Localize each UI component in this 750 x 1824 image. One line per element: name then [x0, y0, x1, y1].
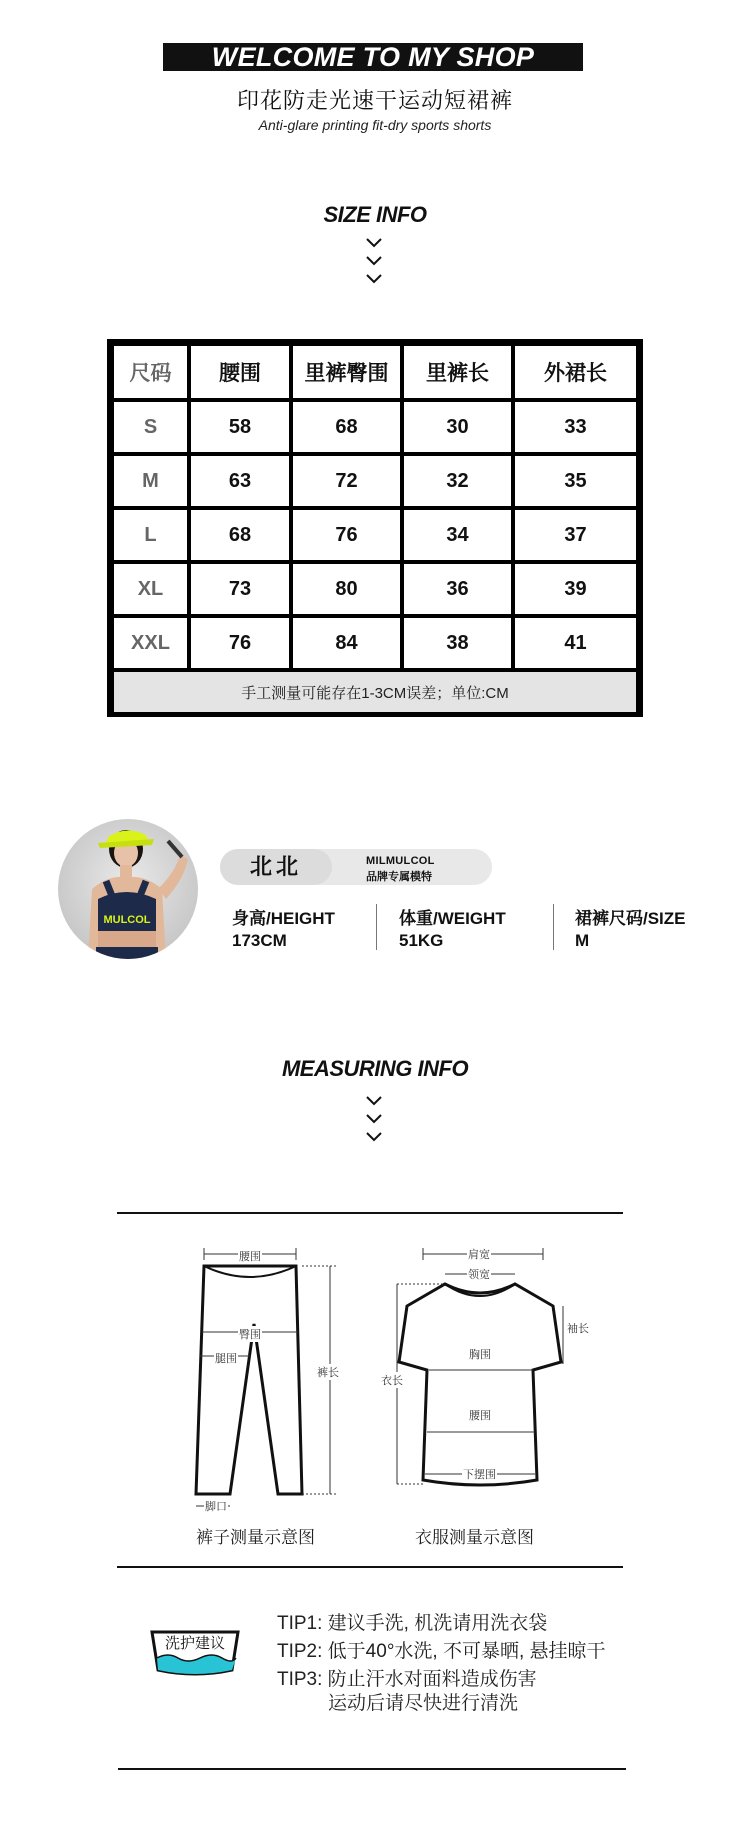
measurement-note: 手工测量可能存在1-3CM误差；单位:CM [114, 672, 636, 712]
table-cell: 41 [515, 618, 636, 672]
size-table-header [114, 346, 636, 402]
table-row [114, 402, 636, 456]
table-cell: 80 [293, 564, 404, 618]
tip-3: TIP3: 防止汗水对面料造成伤害 [277, 1669, 537, 1690]
pants-length-label: 裤长 [316, 1364, 340, 1380]
welcome-banner: WELCOME TO MY SHOP [163, 43, 583, 71]
table-row [114, 456, 636, 510]
size-cell: M [114, 456, 191, 510]
table-cell: 73 [191, 564, 293, 618]
shirt-collar-label: 领宽 [467, 1266, 491, 1282]
table-row [114, 564, 636, 618]
header-cell: 外裙长 [515, 346, 636, 402]
model-name: 北北 [220, 849, 332, 885]
wash-badge [148, 1628, 242, 1678]
size-table [107, 339, 643, 717]
tip-2: TIP2: 低于40°水洗, 不可暴晒, 悬挂晾干 [277, 1641, 606, 1662]
table-cell: 34 [404, 510, 515, 564]
header-cell: 腰围 [191, 346, 293, 402]
shirt-chest-label: 胸围 [468, 1346, 492, 1362]
brand-subtitle: 品牌专属模特 [366, 871, 432, 883]
pants-hip-label: 臀围 [238, 1326, 262, 1342]
divider [376, 904, 377, 950]
table-cell: 63 [191, 456, 293, 510]
height-label: 身高/HEIGHT [232, 909, 335, 928]
size-value: M [575, 931, 590, 950]
table-cell: 72 [293, 456, 404, 510]
table-cell: 76 [293, 510, 404, 564]
shirt-length-label: 衣长 [380, 1372, 404, 1388]
table-cell: 30 [404, 402, 515, 456]
weight-value: 51KG [399, 931, 444, 950]
size-cell: L [114, 510, 191, 564]
header-cell: 尺码 [114, 346, 191, 402]
shirt-hem-label: 下摆围 [462, 1466, 497, 1482]
header-cell: 里裤臀围 [293, 346, 404, 402]
size-cell: XL [114, 564, 191, 618]
table-cell: 36 [404, 564, 515, 618]
divider [553, 904, 554, 950]
header-cell: 里裤长 [404, 346, 515, 402]
pants-hem-label: 脚口 [204, 1498, 228, 1514]
shirt-diagram-caption: 衣服测量示意图 [415, 1528, 534, 1547]
shirt-print: MULCOL [103, 914, 151, 926]
table-cell: 32 [404, 456, 515, 510]
table-cell: 68 [191, 510, 293, 564]
table-cell: 76 [191, 618, 293, 672]
product-title-cn: 印花防走光速干运动短裙裤 [236, 88, 513, 113]
height-value: 173CM [232, 931, 287, 950]
brand-name: MILMULCOL [366, 855, 435, 867]
size-info-title: SIZE INFO [323, 202, 427, 227]
table-cell: 58 [191, 402, 293, 456]
chevron-down-icon [362, 236, 386, 290]
divider [117, 1212, 623, 1214]
size-label: 裙裤尺码/SIZE [575, 909, 686, 928]
size-cell: S [114, 402, 191, 456]
table-cell: 37 [515, 510, 636, 564]
pants-diagram-caption: 裤子测量示意图 [196, 1528, 315, 1547]
pants-waist-label: 腰围 [238, 1248, 262, 1264]
shirt-waist-label: 腰围 [468, 1407, 492, 1423]
tip-1: TIP1: 建议手洗, 机洗请用洗衣袋 [277, 1613, 548, 1634]
table-cell: 35 [515, 456, 636, 510]
table-cell: 38 [404, 618, 515, 672]
model-weight [399, 908, 506, 952]
table-cell: 68 [293, 402, 404, 456]
chevron-down-icon [362, 1094, 386, 1148]
table-row [114, 618, 636, 672]
weight-label: 体重/WEIGHT [399, 909, 506, 928]
model-avatar [58, 819, 198, 959]
divider [118, 1768, 626, 1770]
pants-thigh-label: 腿围 [214, 1350, 238, 1366]
tip-3-continued: 运动后请尽快进行清洗 [328, 1693, 519, 1714]
model-size [575, 908, 686, 952]
table-row [114, 510, 636, 564]
table-cell: 39 [515, 564, 636, 618]
model-height [232, 908, 335, 952]
size-cell: XXL [114, 618, 191, 672]
table-cell: 84 [293, 618, 404, 672]
table-cell: 33 [515, 402, 636, 456]
shirt-sleeve-label: 袖长 [566, 1320, 590, 1336]
product-title-en: Anti-glare printing fit-dry sports shorts [258, 117, 492, 133]
divider [117, 1566, 623, 1568]
measuring-info-title: MEASURING INFO [281, 1056, 469, 1081]
wash-badge-label: 洗护建议 [164, 1635, 225, 1652]
shirt-shoulder-label: 肩宽 [467, 1246, 491, 1262]
